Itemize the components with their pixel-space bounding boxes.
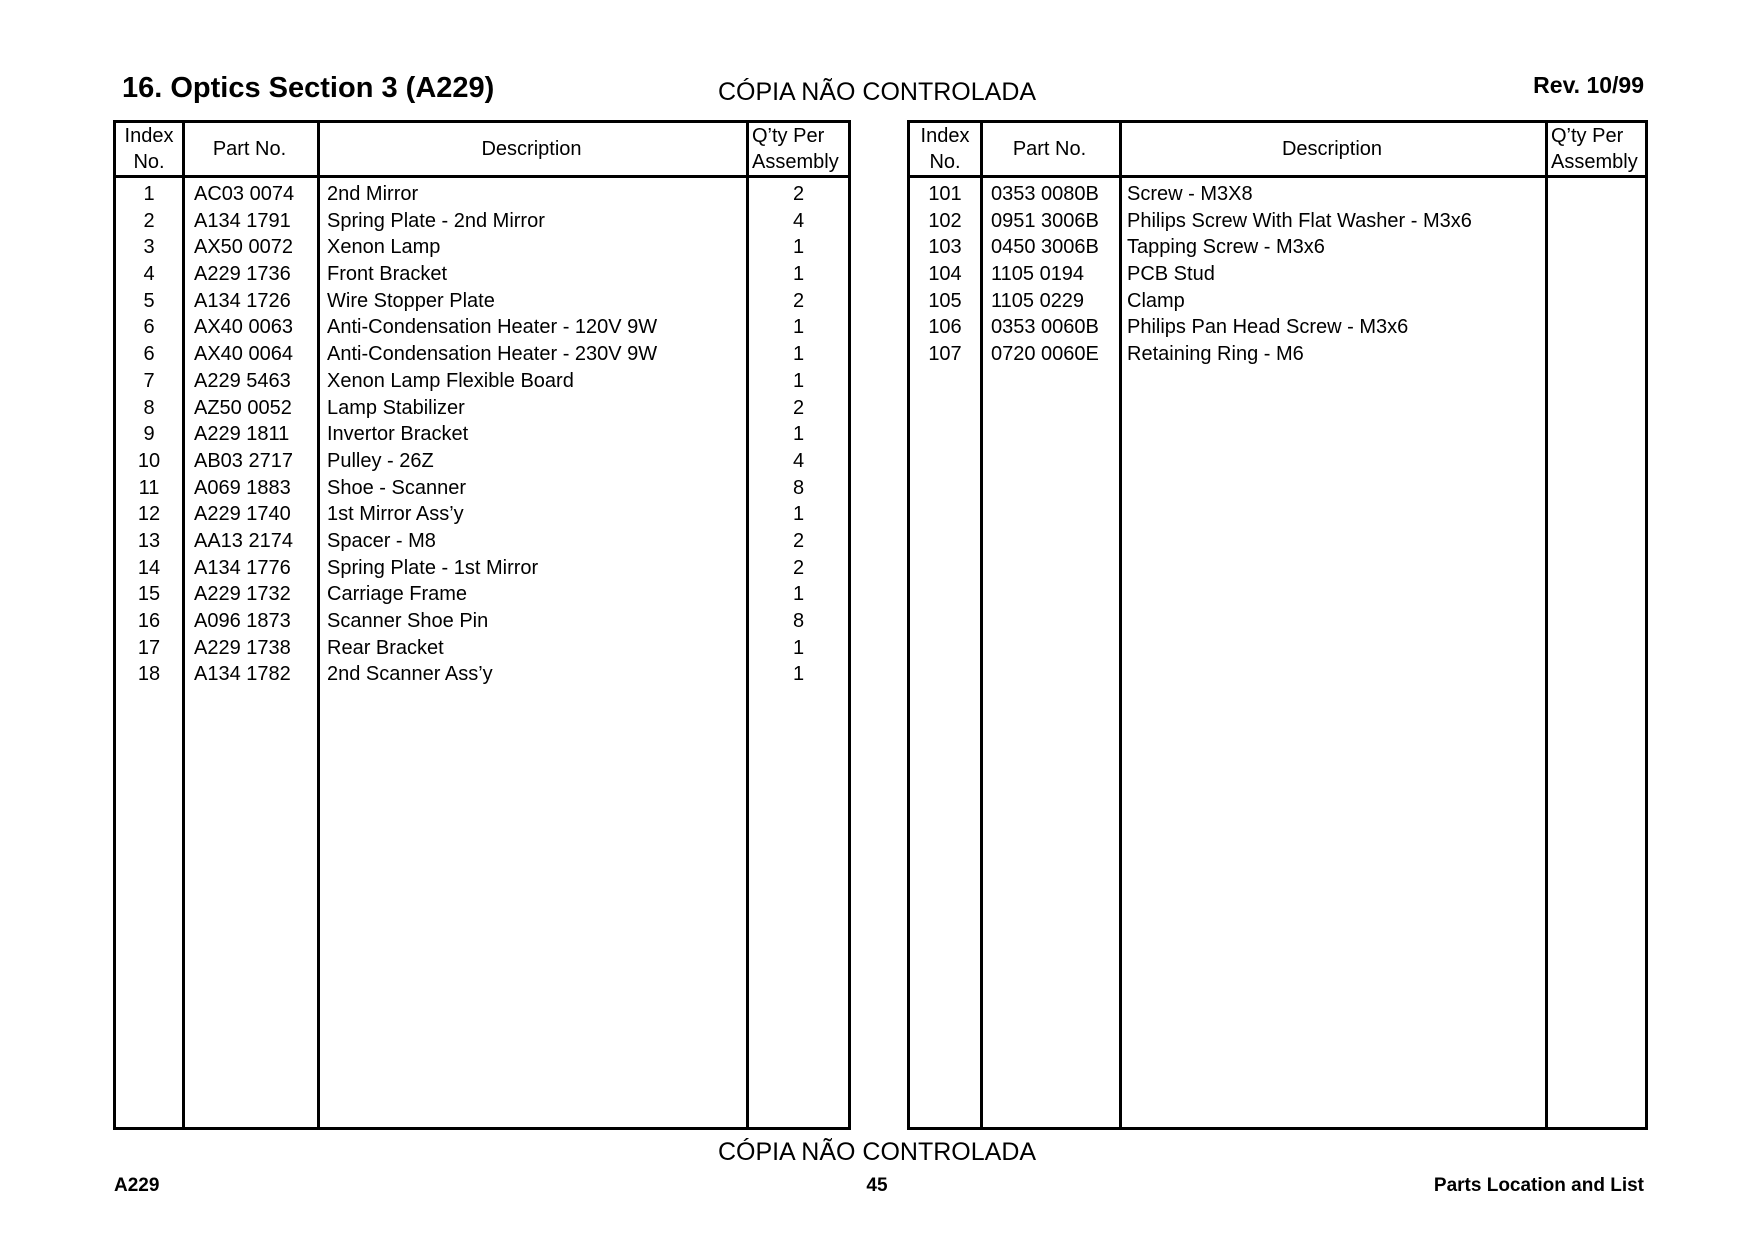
table-row [116, 341, 848, 368]
cell-description: Clamp [1127, 289, 1185, 312]
page-title: 16. Optics Section 3 (A229) [122, 72, 495, 104]
header-divider [116, 175, 848, 178]
cell-part-no: 0720 0060E [991, 343, 1099, 366]
table-row [910, 261, 1645, 288]
watermark-top: CÓPIA NÃO CONTROLADA [717, 78, 1037, 106]
cell-description: Invertor Bracket [327, 423, 469, 446]
cell-description: Anti-Condensation Heater - 120V 9W [327, 316, 658, 339]
cell-part-no: 0353 0060B [991, 316, 1099, 339]
cell-index: 5 [143, 289, 155, 312]
cell-index: 17 [137, 636, 161, 659]
table-row [116, 501, 848, 528]
cell-qty: 1 [792, 263, 805, 286]
table-row [116, 448, 848, 475]
header-index-line1: Index [920, 125, 970, 147]
cell-description: Retaining Ring - M6 [1127, 343, 1304, 366]
table-row [116, 208, 848, 235]
cell-description: 2nd Mirror [327, 183, 419, 205]
header-index [910, 123, 980, 175]
table-row [116, 581, 848, 608]
cell-qty: 4 [792, 449, 805, 472]
cell-index: 6 [143, 316, 155, 339]
cell-part-no: AA13 2174 [194, 529, 293, 552]
cell-index: 7 [143, 369, 155, 392]
cell-qty: 2 [792, 396, 805, 419]
watermark-bottom: CÓPIA NÃO CONTROLADA [717, 1138, 1037, 1166]
cell-part-no: AX40 0063 [194, 316, 293, 339]
cell-qty: 1 [792, 663, 805, 686]
cell-part-no: A229 1732 [194, 583, 291, 606]
table-row [910, 288, 1645, 315]
header-part-no: Part No. [1012, 138, 1087, 160]
cell-index: 16 [137, 610, 161, 632]
cell-part-no: A096 1873 [194, 610, 291, 632]
cell-description: Scanner Shoe Pin [327, 610, 489, 632]
table-row [910, 208, 1645, 235]
page-number: 45 [866, 1175, 888, 1196]
cell-part-no: 0951 3006B [991, 209, 1099, 232]
cell-qty: 2 [792, 556, 805, 579]
table-row [910, 341, 1645, 368]
cell-description: Front Bracket [327, 263, 448, 286]
table-row [910, 181, 1645, 208]
cell-part-no: A134 1791 [194, 209, 291, 232]
cell-index: 8 [143, 396, 155, 419]
cell-qty: 8 [792, 476, 805, 499]
cell-description: PCB Stud [1127, 263, 1215, 286]
cell-description: Spring Plate - 2nd Mirror [327, 209, 545, 232]
cell-part-no: A134 1782 [194, 663, 291, 686]
table-row [116, 368, 848, 395]
header-qty-line2: Assembly [752, 151, 839, 173]
cell-description: Philips Screw With Flat Washer - M3x6 [1127, 209, 1472, 232]
cell-part-no: AX50 0072 [194, 236, 293, 259]
table-row [116, 181, 848, 208]
table-row [116, 288, 848, 315]
cell-description: Shoe - Scanner [327, 476, 466, 499]
cell-part-no: A229 5463 [194, 369, 291, 392]
header-part-no: Part No. [212, 138, 287, 160]
cell-index: 105 [928, 289, 962, 312]
cell-description: Spring Plate - 1st Mirror [327, 556, 539, 579]
cell-part-no: AC03 0074 [194, 183, 295, 205]
cell-part-no: A069 1883 [194, 476, 291, 499]
revision-label: Rev. 10/99 [1533, 72, 1644, 98]
cell-index: 2 [143, 209, 155, 232]
cell-part-no: A229 1736 [194, 263, 291, 286]
cell-description: Rear Bracket [327, 636, 444, 659]
cell-qty: 1 [792, 369, 805, 392]
cell-part-no: AZ50 0052 [194, 396, 292, 419]
footer-model: A229 [114, 1175, 160, 1196]
header-qty-line2: Assembly [1551, 151, 1638, 173]
header-index-line1: Index [124, 125, 174, 147]
cell-part-no: AX40 0064 [194, 343, 293, 366]
header-index-line2: No. [929, 151, 961, 173]
cell-qty: 4 [792, 209, 805, 232]
cell-index: 103 [928, 236, 962, 259]
cell-index: 9 [143, 423, 155, 446]
cell-part-no: A229 1811 [194, 423, 290, 446]
cell-description: 2nd Scanner Ass’y [327, 663, 493, 686]
cell-qty: 1 [792, 236, 805, 259]
cell-index: 106 [928, 316, 962, 339]
header-index [116, 123, 182, 175]
cell-index: 18 [137, 663, 161, 686]
parts-table-right [907, 120, 1648, 1130]
table-row [116, 261, 848, 288]
table-row [116, 314, 848, 341]
cell-description: Lamp Stabilizer [327, 396, 465, 419]
header-qty [752, 123, 848, 175]
cell-index: 11 [138, 476, 160, 499]
cell-description: Anti-Condensation Heater - 230V 9W [327, 343, 658, 366]
cell-description: Tapping Screw - M3x6 [1127, 236, 1325, 259]
header-index-line2: No. [133, 151, 165, 173]
cell-index: 4 [143, 263, 155, 286]
header-qty [1551, 123, 1645, 175]
cell-qty: 1 [792, 423, 805, 446]
cell-description: Carriage Frame [327, 583, 468, 606]
cell-index: 1 [143, 183, 155, 205]
cell-index: 12 [137, 503, 161, 526]
cell-index: 15 [137, 583, 161, 606]
cell-qty: 2 [792, 289, 805, 312]
cell-part-no: 1105 0229 [991, 289, 1085, 312]
cell-part-no: A134 1726 [194, 289, 291, 312]
cell-index: 107 [928, 343, 962, 366]
cell-qty: 1 [792, 583, 805, 606]
table-row [116, 555, 848, 582]
table-body-left [116, 181, 848, 688]
cell-index: 14 [137, 556, 161, 579]
header-qty-line1: Q’ty Per [1551, 125, 1624, 147]
cell-description: Philips Pan Head Screw - M3x6 [1127, 316, 1409, 339]
table-row [116, 661, 848, 688]
cell-part-no: A134 1776 [194, 556, 291, 579]
cell-qty: 2 [792, 529, 805, 552]
table-row [116, 528, 848, 555]
table-row [910, 314, 1645, 341]
cell-qty: 2 [792, 183, 805, 205]
cell-description: Spacer - M8 [327, 529, 436, 552]
cell-part-no: 0450 3006B [991, 236, 1099, 259]
cell-description: Xenon Lamp Flexible Board [327, 369, 574, 392]
table-row [116, 635, 848, 662]
cell-index: 102 [928, 209, 962, 232]
cell-description: Screw - M3X8 [1127, 183, 1253, 205]
cell-index: 104 [928, 263, 962, 286]
header-divider [910, 175, 1645, 178]
header-description: Description [481, 138, 582, 160]
cell-index: 3 [143, 236, 155, 259]
cell-part-no: A229 1738 [194, 636, 291, 659]
cell-description: 1st Mirror Ass’y [327, 503, 464, 526]
table-row [116, 234, 848, 261]
cell-qty: 8 [792, 610, 805, 632]
parts-table-left [113, 120, 851, 1130]
cell-description: Pulley - 26Z [327, 449, 434, 472]
cell-qty: 1 [792, 503, 805, 526]
table-row [116, 475, 848, 502]
cell-qty: 1 [792, 316, 805, 339]
table-row [116, 608, 848, 635]
footer-section: Parts Location and List [1433, 1175, 1644, 1196]
header-qty-line1: Q’ty Per [752, 125, 825, 147]
cell-description: Wire Stopper Plate [327, 289, 495, 312]
table-row [910, 234, 1645, 261]
table-body-right [910, 181, 1645, 368]
cell-index: 6 [143, 343, 155, 366]
table-row [116, 395, 848, 422]
cell-part-no: 1105 0194 [991, 263, 1085, 286]
cell-part-no: AB03 2717 [194, 449, 293, 472]
table-row [116, 421, 848, 448]
cell-index: 10 [137, 449, 161, 472]
cell-index: 101 [928, 183, 962, 205]
cell-description: Xenon Lamp [327, 236, 441, 259]
cell-qty: 1 [792, 636, 805, 659]
header-description: Description [1281, 138, 1383, 160]
cell-part-no: 0353 0080B [991, 183, 1099, 205]
cell-index: 13 [137, 529, 161, 552]
cell-qty: 1 [792, 343, 805, 366]
cell-part-no: A229 1740 [194, 503, 291, 526]
